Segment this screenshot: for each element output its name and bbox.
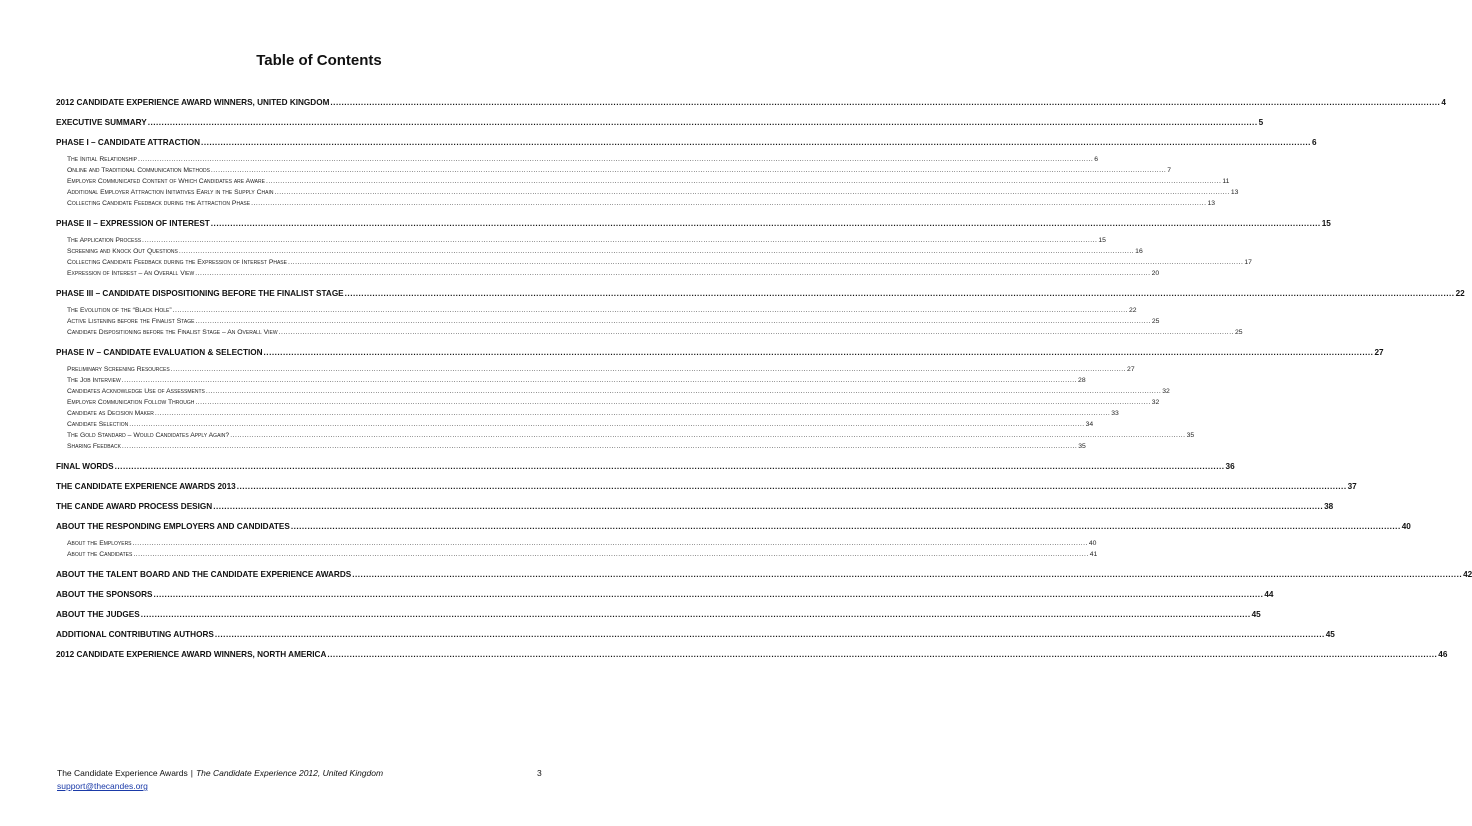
toc-sub-page: 11 (1222, 178, 1230, 185)
page-number: 3 (537, 768, 542, 778)
toc-entry-label: ABOUT THE TALENT BOARD AND THE CANDIDATE EXPERIENCE AWARDS (56, 570, 352, 579)
toc-sub-entry[interactable] (56, 305, 1137, 316)
toc-entry-label: ABOUT THE SPONSORS (56, 590, 153, 599)
dot-leader: ................................................................................................................................................................................................................................................................................................................................................................................................................ (290, 522, 1401, 531)
toc-main-entry[interactable] (56, 347, 1384, 359)
toc-sub-label: Expression of Interest – An Overall View (67, 270, 195, 277)
toc-sub-page: 32 (1151, 399, 1160, 406)
toc-main-entry[interactable] (56, 481, 1357, 493)
toc-section (56, 609, 1261, 621)
toc-entry-page: 6 (1311, 138, 1317, 147)
toc-sub-label: Preliminary Screening Resources (67, 366, 170, 373)
toc-sub-page: 22 (1128, 307, 1137, 314)
dot-leader: ................................................................................................................................................................................................................................................................................................................................................................................................................ (287, 259, 1244, 266)
toc-sub-page: 13 (1230, 189, 1239, 196)
toc-sub-list (56, 149, 1239, 210)
toc-main-entry[interactable] (56, 288, 1465, 300)
toc-sub-label: About the Employers (67, 540, 132, 547)
toc-main-entry[interactable] (56, 501, 1334, 513)
toc-sub-page: 25 (1151, 318, 1160, 325)
toc-sub-label: About the Candidates (67, 551, 133, 558)
toc-entry-page: 44 (1264, 590, 1274, 599)
toc-entry-page: 15 (1321, 219, 1331, 228)
toc-sub-entry[interactable] (56, 441, 1086, 452)
toc-entry-page: 42 (1463, 570, 1472, 579)
toc-sub-label: Additional Employer Attraction Initiatives Early in the Supply Chain (67, 189, 274, 196)
dot-leader: ................................................................................................................................................................................................................................................................................................................................................................................................................ (178, 248, 1135, 255)
toc-entry-page: 40 (1401, 522, 1411, 531)
toc-entry-label: ABOUT THE JUDGES (56, 610, 140, 619)
toc-main-entry[interactable] (56, 117, 1264, 129)
toc-sub-entry[interactable] (56, 268, 1160, 279)
dot-leader: ................................................................................................................................................................................................................................................................................................................................................................................................................ (195, 318, 1151, 325)
dot-leader: ................................................................................................................................................................................................................................................................................................................................................................................................................ (121, 377, 1078, 384)
dot-leader: ................................................................................................................................................................................................................................................................................................................................................................................................................ (132, 540, 1088, 547)
support-email-link[interactable]: support@thecandes.org (57, 781, 148, 791)
toc-section (56, 117, 1264, 129)
toc-sub-entry[interactable] (56, 235, 1106, 246)
page-title: Table of Contents (256, 52, 382, 69)
dot-leader: ................................................................................................................................................................................................................................................................................................................................................................................................................ (133, 551, 1089, 558)
toc-sub-label: Collecting Candidate Feedback during the Expression of Interest Phase (67, 259, 287, 266)
page-footer (57, 768, 557, 778)
toc-sub-label: The Gold Standard – Would Candidates Apply Again? (67, 432, 230, 439)
toc-sub-label: Screening and Knock Out Questions (67, 248, 178, 255)
toc-sub-page: 17 (1244, 259, 1252, 266)
dot-leader: ................................................................................................................................................................................................................................................................................................................................................................................................................ (121, 443, 1078, 450)
toc-entry-page: 36 (1225, 462, 1235, 471)
toc-entry-page: 37 (1347, 482, 1357, 491)
toc-sub-page: 16 (1135, 248, 1143, 255)
toc-sub-page: 7 (1167, 167, 1172, 174)
toc-sub-label: The Evolution of the “Black Hole” (67, 307, 172, 314)
dot-leader: ................................................................................................................................................................................................................................................................................................................................................................................................................ (278, 329, 1234, 336)
dot-leader: ................................................................................................................................................................................................................................................................................................................................................................................................................ (142, 237, 1098, 244)
toc-sub-page: 34 (1085, 421, 1094, 428)
dot-leader: ................................................................................................................................................................................................................................................................................................................................................................................................................ (129, 421, 1085, 428)
toc-entry-label: PHASE III – CANDIDATE DISPOSITIONING BEFORE THE FINALIST STAGE (56, 289, 344, 298)
toc-sub-label: Candidate as Decision Maker (67, 410, 154, 417)
toc-sub-page: 41 (1089, 551, 1098, 558)
toc-sub-entry[interactable] (56, 549, 1098, 560)
toc-sub-label: Candidates Acknowledge Use of Assessments (67, 388, 205, 395)
toc-sub-entry[interactable] (56, 187, 1239, 198)
toc-entry-label: 2012 CANDIDATE EXPERIENCE AWARD WINNERS, UNITED KINGDOM (56, 98, 330, 107)
toc-entry-page: 5 (1258, 118, 1264, 127)
dot-leader: ................................................................................................................................................................................................................................................................................................................................................................................................................ (263, 348, 1374, 357)
toc-sub-entry[interactable] (56, 176, 1230, 187)
toc-entry-page: 22 (1455, 289, 1465, 298)
toc-main-entry[interactable] (56, 629, 1335, 641)
toc-entry-page: 4 (1441, 98, 1446, 107)
dot-leader: ................................................................................................................................................................................................................................................................................................................................................................................................................ (137, 156, 1094, 163)
toc-sub-entry[interactable] (56, 154, 1099, 165)
footer-brand: The Candidate Experience Awards (57, 768, 188, 778)
toc-section (56, 521, 1411, 561)
table-of-contents (56, 97, 1472, 661)
toc-sub-page: 13 (1207, 200, 1216, 207)
toc-sub-label: The Application Process (67, 237, 142, 244)
toc-sub-entry[interactable] (56, 198, 1216, 209)
toc-sub-list (56, 230, 1252, 280)
dot-leader: ................................................................................................................................................................................................................................................................................................................................................................................................................ (201, 138, 1311, 147)
toc-main-entry[interactable] (56, 218, 1331, 230)
toc-main-entry[interactable] (56, 649, 1448, 661)
toc-sub-entry[interactable] (56, 386, 1170, 397)
toc-section (56, 629, 1335, 641)
toc-sub-page: 40 (1088, 540, 1097, 547)
dot-leader: ................................................................................................................................................................................................................................................................................................................................................................................................................ (330, 98, 1441, 107)
dot-leader: ................................................................................................................................................................................................................................................................................................................................................................................................................ (210, 167, 1167, 174)
toc-sub-label: Candidate Selection (67, 421, 129, 428)
dot-leader: ................................................................................................................................................................................................................................................................................................................................................................................................................ (140, 610, 1251, 619)
toc-sub-list (56, 359, 1195, 453)
dot-leader: ................................................................................................................................................................................................................................................................................................................................................................................................................ (114, 462, 1225, 471)
dot-leader: ................................................................................................................................................................................................................................................................................................................................................................................................................ (170, 366, 1127, 373)
toc-entry-page: 27 (1374, 348, 1384, 357)
toc-entry-page: 38 (1324, 502, 1334, 511)
toc-entry-label: FINAL WORDS (56, 462, 114, 471)
toc-entry-page: 45 (1325, 630, 1335, 639)
footer-separator: | (190, 768, 193, 778)
toc-sub-list (56, 300, 1243, 339)
toc-sub-page: 15 (1098, 237, 1106, 244)
toc-main-entry[interactable] (56, 137, 1317, 149)
toc-entry-label: ADDITIONAL CONTRIBUTING AUTHORS (56, 630, 214, 639)
toc-sub-page: 28 (1078, 377, 1086, 384)
toc-sub-label: Collecting Candidate Feedback during the Attraction Phase (67, 200, 251, 207)
dot-leader: ................................................................................................................................................................................................................................................................................................................................................................................................................ (230, 432, 1186, 439)
toc-sub-page: 32 (1162, 388, 1170, 395)
toc-entry-label: THE CANDE AWARD PROCESS DESIGN (56, 502, 213, 511)
toc-entry-label: ABOUT THE RESPONDING EMPLOYERS AND CANDIDATES (56, 522, 290, 531)
toc-sub-entry[interactable] (56, 316, 1160, 327)
toc-sub-entry[interactable] (56, 327, 1243, 338)
dot-leader: ................................................................................................................................................................................................................................................................................................................................................................................................................ (153, 590, 1264, 599)
toc-sub-entry[interactable] (56, 538, 1097, 549)
toc-sub-entry[interactable] (56, 430, 1195, 441)
toc-sub-page: 33 (1111, 410, 1119, 417)
dot-leader: ................................................................................................................................................................................................................................................................................................................................................................................................................ (265, 178, 1222, 185)
toc-sub-entry[interactable] (56, 246, 1143, 257)
dot-leader: ................................................................................................................................................................................................................................................................................................................................................................................................................ (205, 388, 1162, 395)
toc-sub-entry[interactable] (56, 419, 1094, 430)
toc-sub-entry[interactable] (56, 408, 1119, 419)
dot-leader: ................................................................................................................................................................................................................................................................................................................................................................................................................ (236, 482, 1347, 491)
toc-sub-entry[interactable] (56, 364, 1135, 375)
toc-sub-label: The Job Interview (67, 377, 121, 384)
toc-sub-list (56, 533, 1098, 561)
toc-entry-label: PHASE IV – CANDIDATE EVALUATION & SELECTION (56, 348, 263, 357)
toc-sub-entry[interactable] (56, 257, 1252, 268)
toc-sub-label: Employer Communicated Content of Which Candidates are Aware (67, 178, 265, 185)
toc-entry-label: 2012 CANDIDATE EXPERIENCE AWARD WINNERS, NORTH AMERICA (56, 650, 327, 659)
toc-section (56, 481, 1357, 493)
dot-leader: ................................................................................................................................................................................................................................................................................................................................................................................................................ (154, 410, 1111, 417)
toc-sub-entry[interactable] (56, 165, 1172, 176)
toc-main-entry[interactable] (56, 609, 1261, 621)
toc-entry-label: PHASE II – EXPRESSION OF INTEREST (56, 219, 210, 228)
toc-sub-entry[interactable] (56, 375, 1086, 386)
toc-sub-page: 20 (1151, 270, 1160, 277)
toc-sub-page: 27 (1127, 366, 1135, 373)
toc-section (56, 288, 1465, 339)
toc-section (56, 347, 1384, 453)
dot-leader: ................................................................................................................................................................................................................................................................................................................................................................................................................ (213, 502, 1324, 511)
toc-sub-label: The Initial Relationship (67, 156, 137, 163)
toc-sub-label: Candidate Dispositioning before the Finalist Stage – An Overall View (67, 329, 278, 336)
toc-entry-page: 45 (1251, 610, 1261, 619)
toc-main-entry[interactable] (56, 521, 1411, 533)
toc-entry-label: THE CANDIDATE EXPERIENCE AWARDS 2013 (56, 482, 236, 491)
toc-main-entry[interactable] (56, 461, 1235, 473)
toc-section (56, 501, 1334, 513)
toc-sub-label: Online and Traditional Communication Methods (67, 167, 210, 174)
toc-section (56, 137, 1317, 210)
toc-entry-label: PHASE I – CANDIDATE ATTRACTION (56, 138, 201, 147)
toc-sub-entry[interactable] (56, 397, 1160, 408)
toc-sub-label: Active Listening before the Finalist Stage (67, 318, 195, 325)
dot-leader: ................................................................................................................................................................................................................................................................................................................................................................................................................ (195, 270, 1151, 277)
toc-sub-page: 25 (1234, 329, 1243, 336)
footer-publication: The Candidate Experience 2012, United Kingdom (195, 768, 384, 778)
toc-sub-page: 35 (1078, 443, 1086, 450)
toc-section (56, 97, 1446, 109)
dot-leader: ................................................................................................................................................................................................................................................................................................................................................................................................................ (147, 118, 1258, 127)
toc-section (56, 569, 1472, 581)
dot-leader: ................................................................................................................................................................................................................................................................................................................................................................................................................ (344, 289, 1455, 298)
toc-main-entry[interactable] (56, 569, 1472, 581)
dot-leader: ................................................................................................................................................................................................................................................................................................................................................................................................................ (274, 189, 1230, 196)
toc-section (56, 589, 1274, 601)
toc-entry-page: 46 (1438, 650, 1448, 659)
toc-sub-label: Sharing Feedback (67, 443, 121, 450)
dot-leader: ................................................................................................................................................................................................................................................................................................................................................................................................................ (352, 570, 1463, 579)
toc-sub-page: 6 (1094, 156, 1099, 163)
toc-section (56, 649, 1448, 661)
toc-sub-page: 35 (1186, 432, 1195, 439)
toc-entry-label: EXECUTIVE SUMMARY (56, 118, 147, 127)
dot-leader: ................................................................................................................................................................................................................................................................................................................................................................................................................ (195, 399, 1151, 406)
toc-section (56, 218, 1331, 280)
toc-main-entry[interactable] (56, 97, 1446, 109)
toc-main-entry[interactable] (56, 589, 1274, 601)
dot-leader: ................................................................................................................................................................................................................................................................................................................................................................................................................ (210, 219, 1321, 228)
dot-leader: ................................................................................................................................................................................................................................................................................................................................................................................................................ (251, 200, 1207, 207)
dot-leader: ................................................................................................................................................................................................................................................................................................................................................................................................................ (172, 307, 1128, 314)
dot-leader: ................................................................................................................................................................................................................................................................................................................................................................................................................ (214, 630, 1325, 639)
dot-leader: ................................................................................................................................................................................................................................................................................................................................................................................................................ (327, 650, 1438, 659)
toc-section (56, 461, 1235, 473)
toc-sub-label: Employer Communication Follow Through (67, 399, 195, 406)
